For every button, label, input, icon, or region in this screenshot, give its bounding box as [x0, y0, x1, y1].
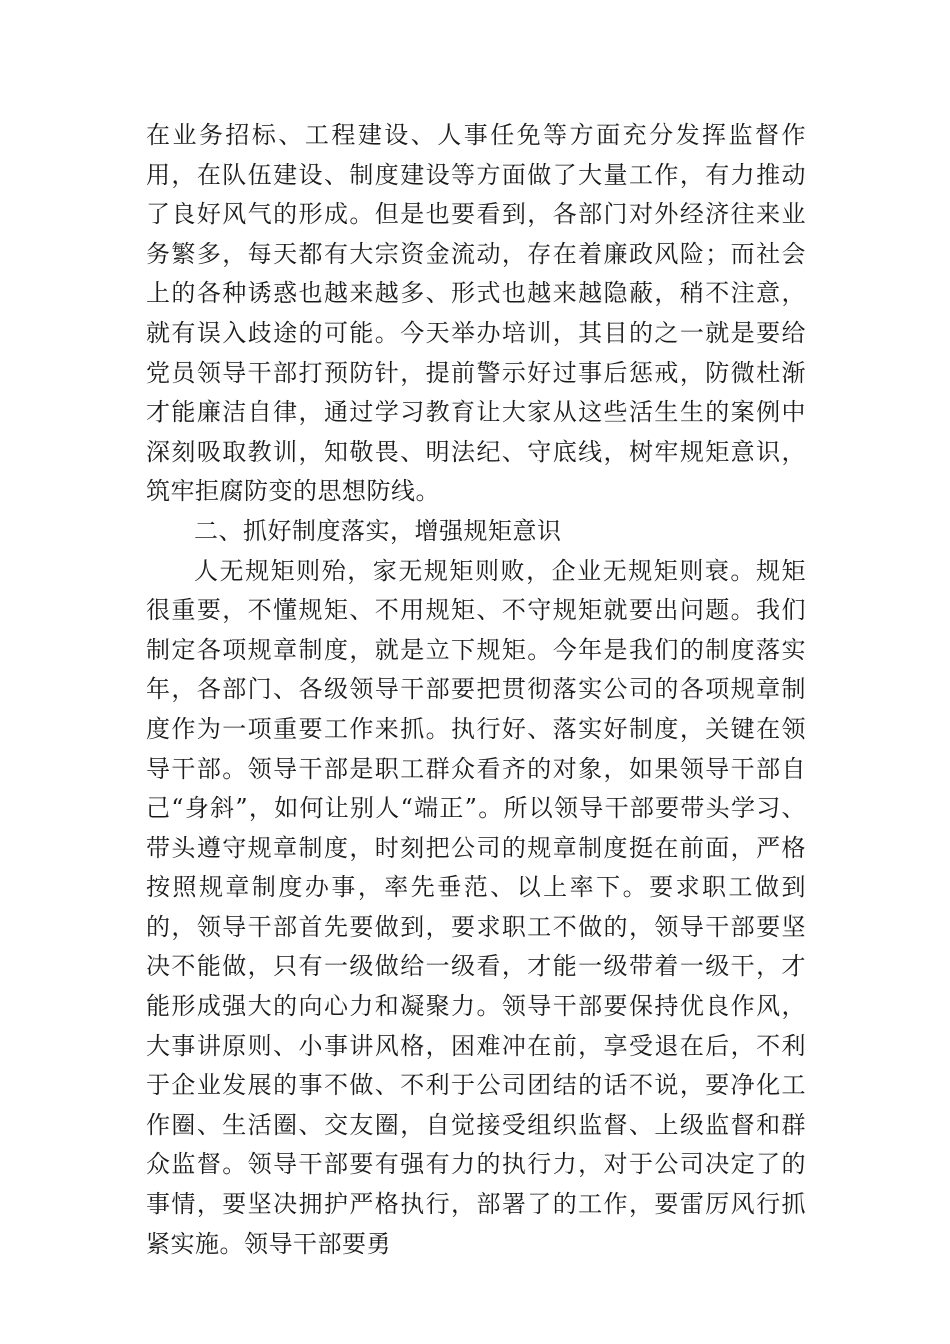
paragraph-continuation: 在业务招标、工程建设、人事任免等方面充分发挥监督作用，在队伍建设、制度建设等方面做了大量工作，有力推动了良好风气的形成。但是也要看到，各部门对外经济往来业务繁多，每天都有大宗资金流动，存在着廉政风险；而社会上的各种诱惑也越来越多、形式也越来越隐蔽，稍不注意，就有误入歧途的可能。今天举办培训，其目的之一就是要给党员领导干部打预防针，提前警示好过事后惩戒，防微杜渐才能廉洁自律，通过学习教育让大家从这些活生生的案例中深刻吸取教训，知敬畏、明法纪、守底线，树牢规矩意识，筑牢拒腐防变的思想防线。	[146, 121, 806, 506]
document-body	[146, 116, 806, 1264]
paragraph-body: 人无规矩则殆，家无规矩则败，企业无规矩则衰。规矩很重要，不懂规矩、不用规矩、不守规矩就要出问题。我们制定各项规章制度，就是立下规矩。今年是我们的制度落实年，各部门、各级领导干部要把贯彻落实公司的各项规章制度作为一项重要工作来抓。执行好、落实好制度，关键在领导干部。领导干部是职工群众看齐的对象，如果领导干部自己“身斜”，如何让别人“端正”。所以领导干部要带头学习、带头遵守规章制度，时刻把公司的规章制度挺在前面，严格按照规章制度办事，率先垂范、以上率下。要求职工做到的，领导干部首先要做到，要求职工不做的，领导干部要坚决不能做，只有一级做给一级看，才能一级带着一级干，才能形成强大的向心力和凝聚力。领导干部要保持优良作风，大事讲原则、小事讲风格，困难冲在前，享受退在后，不利于企业发展的事不做、不利于公司团结的话不说，要净化工作圈、生活圈、交友圈，自觉接受组织监督、上级监督和群众监督。领导干部要有强有力的执行力，对于公司决定了的事情，要坚决拥护严格执行，部署了的工作，要雷厉风行抓紧实施。领导干部要勇	[146, 556, 806, 1258]
section-heading: 二、抓好制度落实，增强规矩意识	[194, 516, 562, 545]
